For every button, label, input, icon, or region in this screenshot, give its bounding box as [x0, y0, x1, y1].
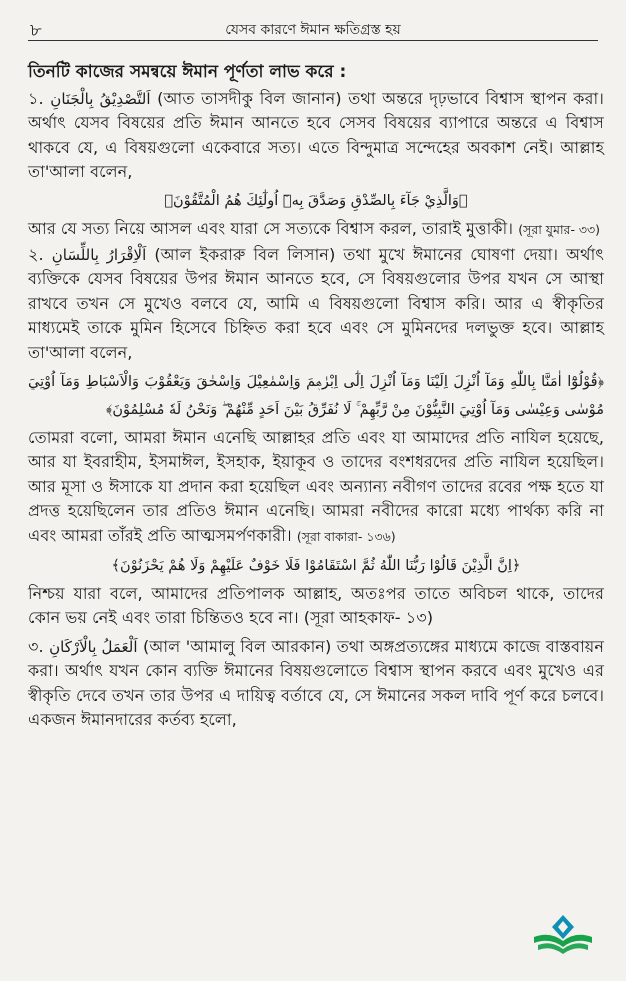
- section-heading: তিনটি কাজের সমন্বয়ে ঈমান পূর্ণতা লাভ করে :: [28, 62, 347, 82]
- translation-text: আর যে সত্য নিয়ে আসল এবং যারা সে সত্যকে বিশ্বাস করল, তারাই মুত্তাকী।: [28, 218, 514, 238]
- page-number: ৮: [30, 20, 42, 41]
- point-1-text: (আত তাসদীকু বিল জানান) তথা অন্তরে দৃঢ়ভাবে বিশ্বাস স্থাপন করা। অর্থাৎ যেসব বিষয়ের প্রতি ঈমান আনতে হবে সেসব বিষয়ের ব্যাপারে অন্তরে এ বিশ্বাস থাকবে যে, এ বিষয়গুলো একেবারে সত্য। এতে বিন্দুমাত্র সন্দেহের অবকাশ নেই। আল্লাহ তা'আলা বলেন,: [28, 88, 604, 182]
- surah-reference: (সূরা যুমার- ৩৩): [518, 221, 601, 237]
- verse-translation-ahqaf: [28, 582, 604, 631]
- point-3-text: (আল 'আমালু বিল আরকান) তথা অঙ্গপ্রত্যঙ্গের মাধ্যমে কাজে বাস্তবায়ন করা। অর্থাৎ যখন কোন ব্যক্তি ঈমানের বিষয়গুলোতে বিশ্বাস স্থাপন করবে এবং মুখেও এর স্বীকৃতি দেবে তখন তার উপর এ দায়িত্ব বর্তাবে যে, সে ঈমানের সকল দাবি পূর্ণ করে চলবে। একজন ঈমানদারের কর্তব্য হলো,: [28, 636, 604, 730]
- point-2-arabic-term: اَلْاِقْرَارُ بِاللِّسَانِ: [51, 245, 147, 264]
- surah-reference: (সূরা বাকারা- ১৩৬): [296, 528, 396, 544]
- point-3-arabic-term: اَلْعَمَلُ بِالْاَرْكَانِ: [49, 637, 138, 656]
- surah-reference: (সূরা আহকাফ- ১৩): [303, 608, 434, 628]
- point-2-text: (আল ইকরারু বিল লিসান) তথা মুখে ঈমানের ঘোষণা দেয়া। অর্থাৎ ব্যক্তিকে যেসব বিষয়ের উপর ঈমান আনতে হবে, সে বিষয়গুলোর উপর যখন সে আস্থা রাখবে তখন সে মুখেও বলবে যে, আমি এ বিষয়গুলো বিশ্বাস করি। আর এ স্বীকৃতির মাধ্যমেই তাকে মুমিন হিসেবে চিহ্নিত করা হবে এবং সে মুমিনদের দলভুক্ত হবে। আল্লাহ তা'আলা বলেন,: [28, 244, 604, 362]
- verse-translation-baqarah: [28, 426, 604, 550]
- point-3: [28, 635, 604, 733]
- point-1: [28, 87, 604, 185]
- translation-text: তোমরা বলো, আমরা ঈমান এনেছি আল্লাহর প্রতি এবং যা আমাদের প্রতি নাযিল হয়েছে, আর যা ইবরাহীম, ইসমাঈল, ইসহাক, ইয়াকূব ও তাদের বংশধরদের প্রতি নাযিল হয়েছিল। আর মূসা ও ঈসাকে যা প্রদান করা হয়েছিল এবং অন্যান্য নবীগণ তাদের রবের পক্ষ হতে যা প্রদত্ত হয়েছিলেন তার প্রতিও ঈমান এনেছি। আমরা নবীদের কারো মধ্যে পার্থক্য করি না এবং আমরা তাঁরই প্রতি আত্মসমর্পণকারী।: [28, 427, 604, 545]
- page-body: [28, 60, 604, 733]
- point-2-number: ২.: [28, 244, 44, 264]
- quran-verse-zumar: ﴿وَالَّذِيْ جَآءَ بِالصِّدْقِ وَصَدَّقَ بِهٖٓ اُولٰٓئِكَ هُمُ الْمُتَّقُوْنَ﴾: [164, 192, 468, 209]
- quran-verse-baqarah: ﴿قُوْلُوْٓا اٰمَنَّا بِاللّٰهِ وَمَآ اُنْزِلَ اِلَيْنَا وَمَآ اُنْزِلَ اِلٰٓى اِبْرٰهٖمَ وَاِسْمٰعِيْلَ وَاِسْحٰقَ وَيَعْقُوْبَ وَالْاَسْبَاطِ وَمَآ اُوْتِيَ مُوْسٰى وَعِيْسٰى وَمَآ اُوْتِيَ النَّبِيُّوْنَ مِنْ رَّبِّهِمْ ۚ لَا نُفَرِّقُ بَيْنَ اَحَدٍ مِّنْهُمْ ۖ وَنَحْنُ لَهٗ مُسْلِمُوْنَ﴾: [28, 373, 604, 418]
- publisher-book-logo-icon: [530, 913, 596, 957]
- verse-translation-zumar: [28, 217, 604, 243]
- chapter-title: যেসব কারণে ঈমান ক্ষতিগ্রস্ত হয়: [225, 22, 401, 38]
- point-3-number: ৩.: [28, 636, 44, 656]
- running-header: [28, 14, 598, 41]
- point-1-number: ১.: [28, 88, 44, 108]
- quran-verse-ahqaf: ﴿اِنَّ الَّذِيْنَ قَالُوْا رَبُّنَا اللّٰهُ ثُمَّ اسْتَقَامُوْا فَلَا خَوْفٌ عَلَيْهِمْ وَلَا هُمْ يَحْزَنُوْنَ﴾: [111, 557, 521, 574]
- point-1-arabic-term: اَلتَّصْدِيْقُ بِالْجَنَانِ: [50, 89, 151, 108]
- point-2: [28, 243, 604, 366]
- translation-text: নিশ্চয় যারা বলে, আমাদের প্রতিপালক আল্লাহ, অতঃপর তাতে অবিচল থাকে, তাদের কোন ভয় নেই এবং তারা চিন্তিতও হবে না।: [28, 583, 604, 628]
